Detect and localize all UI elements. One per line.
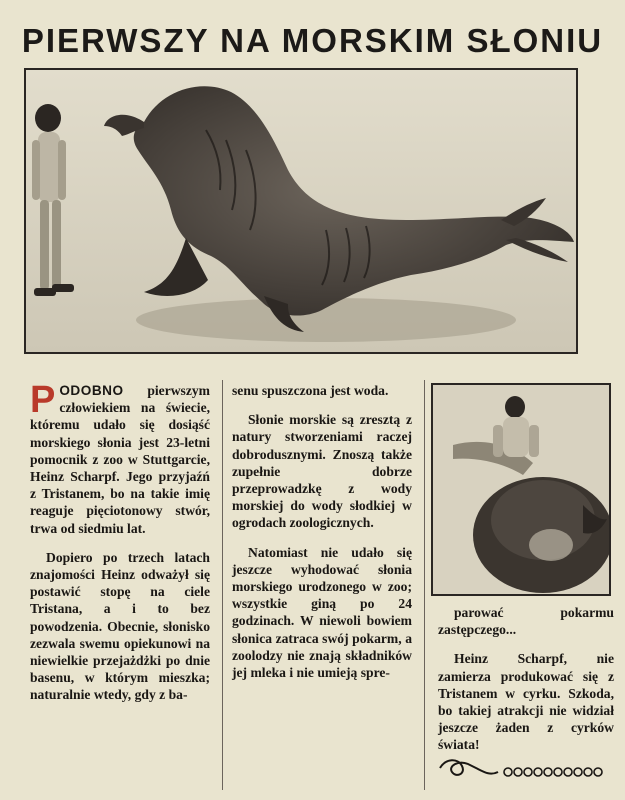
end-ornament-icon: [436, 754, 616, 784]
main-photo-seal-and-man: [24, 68, 578, 354]
side-photo-man-riding-seal: [431, 383, 611, 596]
paragraph-4: Słonie morskie są zresztą z natury stworzeniami raczej dobrodusznymi. Znoszą także zupełnie dobrze przeprowadzkę z wody morskiej do wody słodkiej w ogrodach zoologicznych.: [232, 412, 412, 531]
paragraph-7: Heinz Scharpf, nie zamierza produkować się z Tristanem w cyrku. Szkoda, bo takiej atrakcji nie widział jeszcze żaden z cyrków świata!: [438, 651, 614, 753]
column-divider-2: [424, 380, 425, 790]
paragraph-3: senu spuszczona jest woda.: [232, 383, 389, 398]
column-divider-1: [222, 380, 223, 790]
article-column-2: [232, 382, 412, 693]
article-column-3: [438, 604, 614, 766]
paragraph-2: Dopiero po trzech latach znajomości Heinz odważył się postawić stopę na ciele Tristana, a i to bez powodzenia. Obecnie, słonisko zezwala swemu opiekunowi na niewielkie przejażdżki po dnie basenu, w którym mieszka; naturalnie wtedy, gdy z ba-: [30, 549, 210, 703]
article-title: PIERWSZY NA MORSKIM SŁONIU: [21, 22, 604, 59]
paragraph-1-text: pierwszym człowiekiem na świecie, któremu udało się dosiąść morskiego słonia jest 23-letni pomocnik z zoo w Stuttgarcie, Heinz Scharpf. Jego przyjaźń z Tristanem, bo na takie imię reaguje pięciotonowy stwór, trwa od siedmiu lat.: [30, 383, 210, 536]
drop-cap: P: [30, 379, 56, 421]
lead-caps: ODOBNO: [59, 383, 124, 398]
paragraph-5: Natomiast nie udało się jeszcze wyhodować słonia morskiego urodzonego w zoo; wszystkie giną po 24 godzinach. W niewoli bowiem słonica zatraca swój pokarm, a zoolodzy nie znają składników jej mleka i nie umieją spre-: [232, 544, 412, 681]
paragraph-6: parować pokarmu zastępczego...: [438, 605, 614, 638]
elephant-seal-illustration: [26, 70, 576, 352]
article-column-1: [30, 379, 210, 716]
rider-on-seal-illustration: [433, 385, 609, 594]
